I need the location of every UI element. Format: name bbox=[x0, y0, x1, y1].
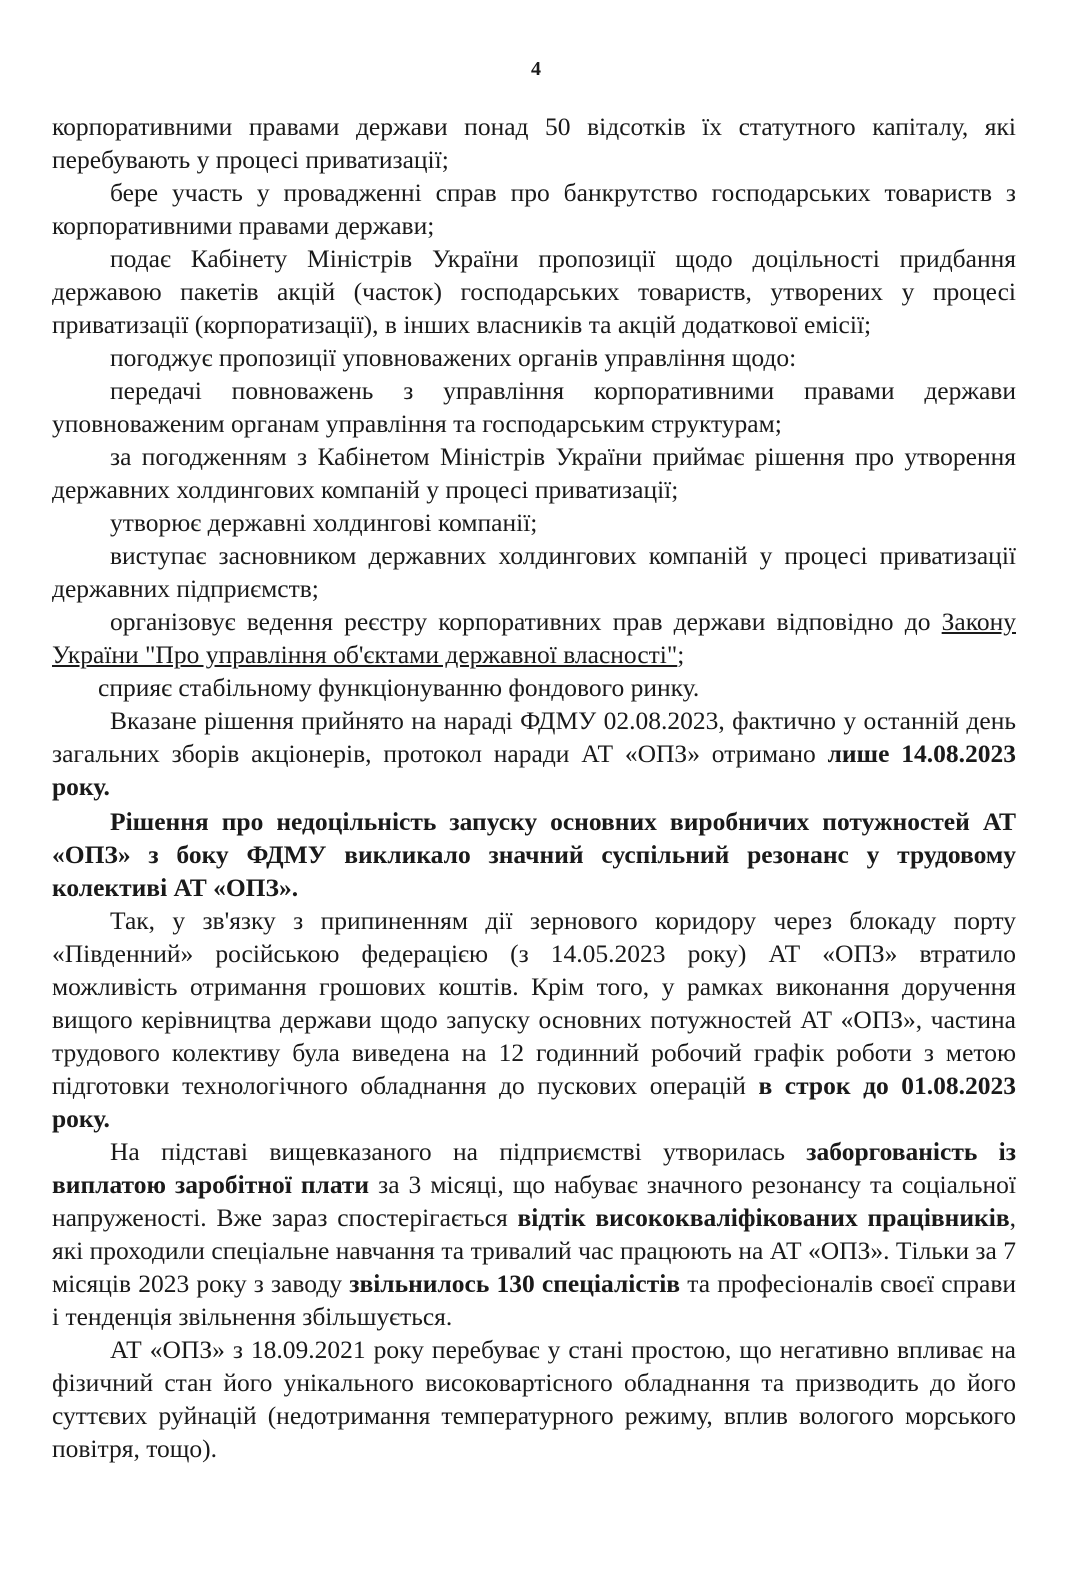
paragraph-1: корпоративними правами держави понад 50 відсотків їх статутного капіталу, які перебувають у процесі приватизації; bbox=[52, 112, 1016, 174]
paragraph-4: погоджує пропозиції уповноважених органів управління щодо: bbox=[110, 343, 797, 372]
paragraph-10: сприяє стабільному функціонуванню фондового ринку. bbox=[98, 673, 700, 702]
paragraph-9: організовує ведення реєстру корпоративних прав держави відповідно до Закону України "Про управління об'єктами державної власності"; bbox=[52, 607, 1016, 669]
paragraph-6: за погодженням з Кабінетом Міністрів України приймає рішення про утворення державних холдингових компаній у процесі приватизації; bbox=[52, 442, 1016, 504]
paragraph-8: виступає засновником державних холдингових компаній у процесі приватизації державних підприємств; bbox=[52, 541, 1016, 603]
paragraph-12: Рішення про недоцільність запуску основних виробничих потужностей АТ «ОПЗ» з боку ФДМУ викликало значний суспільний резонанс у трудовому колективі АТ «ОПЗ». bbox=[52, 807, 1016, 902]
paragraph-5: передачі повноважень з управління корпоративними правами держави уповноваженим органам управління та господарським структурам; bbox=[52, 376, 1016, 438]
paragraph-3: подає Кабінету Міністрів України пропозиції щодо доцільності придбання державою пакетів акцій (часток) господарських товариств, утворених у процесі приватизації (корпоратизації), в інших власників та акцій додаткової емісії; bbox=[52, 244, 1016, 339]
law-link[interactable]: Закону України "Про управління об'єктами державної власності" bbox=[52, 607, 1016, 669]
paragraph-13: Так, у зв'язку з припиненням дії зернового коридору через блокаду порту «Південний» російською федерацією (з 14.05.2023 року) АТ «ОПЗ» втратило можливість отримання грошових коштів. Крім того, у рамках виконання доручення вищого керівництва держави щодо запуску основних потужностей АТ «ОПЗ», частина трудового колективу була виведена на 12 годинний робочий графік роботи з метою підготовки технологічного обладнання до пускових операцій в строк до 01.08.2023 року. bbox=[52, 906, 1016, 1133]
document-body bbox=[52, 110, 1016, 1465]
page-number: 4 bbox=[531, 58, 541, 80]
paragraph-2: бере участь у провадженні справ про банкрутство господарських товариств з корпоративними правами держави; bbox=[52, 178, 1016, 240]
paragraph-15: АТ «ОПЗ» з 18.09.2021 року перебуває у стані простою, що негативно впливає на фізичний стан його унікального високовартісного обладнання та призводить до його суттєвих руйнацій (недотримання температурного режиму, вплив вологого морського повітря, тощо). bbox=[52, 1335, 1016, 1463]
paragraph-11: Вказане рішення прийнято на нараді ФДМУ 02.08.2023, фактично у останній день загальних зборів акціонерів, протокол наради АТ «ОПЗ» отримано лише 14.08.2023 року. bbox=[52, 706, 1016, 801]
paragraph-14: На підставі вищевказаного на підприємстві утворилась заборгованість із виплатою заробітної плати за 3 місяці, що набуває значного резонансу та соціальної напруженості. Вже зараз спостерігається відтік висококваліфікованих працівників, які проходили спеціальне навчання та тривалий час працюють на АТ «ОПЗ». Тільки за 7 місяців 2023 року з заводу звільнилось 130 спеціалістів та професіоналів своєї справи і тенденція звільнення збільшується. bbox=[52, 1137, 1017, 1331]
paragraph-7: утворює державні холдингові компанії; bbox=[110, 508, 538, 537]
